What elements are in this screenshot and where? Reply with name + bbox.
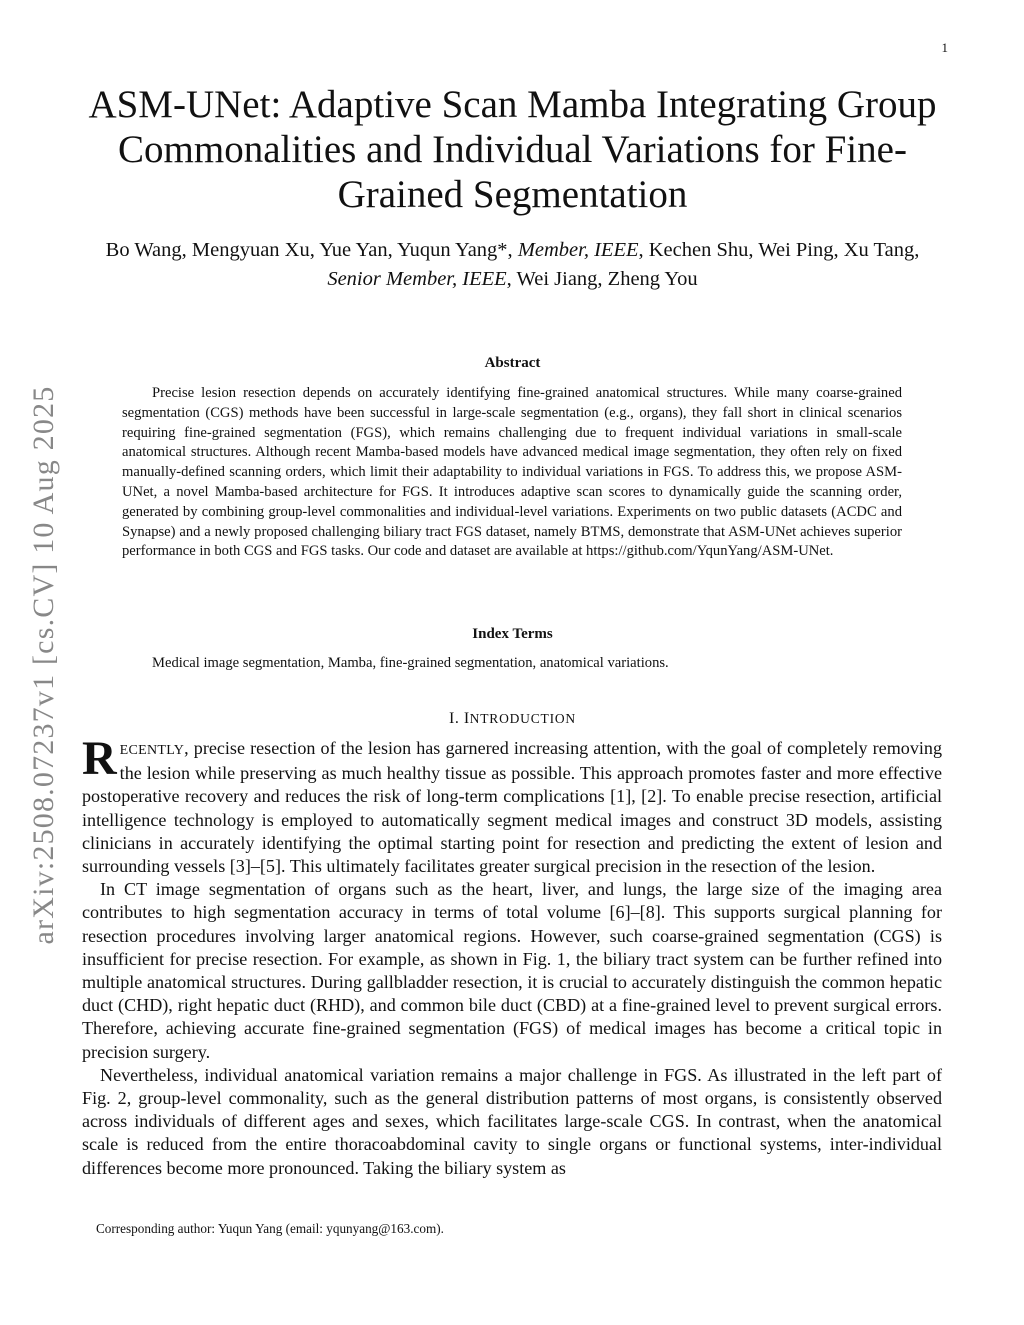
author-role-senior-member: Senior Member, IEEE [327, 268, 507, 290]
index-terms-text: Medical image segmentation, Mamba, fine-grained segmentation, anatomical variations. [152, 655, 669, 671]
author-role-member: Member, IEEE [517, 239, 639, 261]
drop-cap-letter: R [82, 732, 117, 785]
corresponding-author-footnote: Corresponding author: Yuqun Yang (email: yqunyang@163.com). [96, 1221, 444, 1236]
index-terms-heading: Index Terms [472, 626, 553, 642]
intro-paragraph-1 [82, 732, 942, 878]
introduction-body [82, 732, 942, 1180]
intro-paragraph-1-text: , precise resection of the lesion has garnered increasing attention, with the goal of completely removing the lesion while preserving as much healthy tissue as possible. This approach promotes faster and more effective postoperative recovery and reduces the risk of long-term complications [1], [2]. To enable precise resection, artificial intelligence technology is employed to automatically segment medical images and construct 3D models, assisting clinicians in accurately identifying the optimal starting point for resection and predicting the extent of lesion and surrounding vessels [3]–[5]. This ultimately facilitates greater surgical precision in the resection of the lesion. [82, 738, 942, 877]
intro-paragraph-2: In CT image segmentation of organs such as the heart, liver, and lungs, the large size of the imaging area contributes to high segmentation accuracy in terms of total volume [6]–[8]. This supports surgical planning for resection procedures involving larger anatomical regions. However, such coarse-grained segmentation (CGS) is insufficient for precise resection. For example, as shown in Fig. 1, the biliary tract system can be further refined into multiple anatomical structures. During gallbladder resection, it is crucial to accurately distinguish the common hepatic duct (CHD), right hepatic duct (RHD), and common bile duct (CBD) at a fine-grained level to prevent surgical errors. Therefore, achieving accurate fine-grained segmentation (FGS) of medical images has become a critical topic in precision surgery. [82, 879, 942, 1062]
intro-paragraph-3: Nevertheless, individual anatomical variation remains a major challenge in FGS. As illustrated in the left part of Fig. 2, group-level commonality, such as the general distribution patterns of most organs, is consistently observed across individuals of different ages and sexes, which facilitates large-scale CGS. In contrast, when the anatomical scale is reduced from the entire thoracoabdominal cavity to single organs or functional systems, inter-individual differences become more pronounced. Taking the biliary system as [82, 1064, 942, 1178]
drop-cap-word-rest: ECENTLY [119, 743, 185, 758]
section-heading-introduction [100, 710, 925, 728]
authors-part-1: Bo Wang, Mengyuan Xu, Yue Yan, Yuqun Yang*, [105, 239, 518, 261]
section-title-rest: NTRODUCTION [469, 711, 576, 726]
authors-part-3: , Wei Jiang, Zheng You [506, 268, 698, 290]
paper-title: ASM-UNet: Adaptive Scan Mamba Integrating Group Commonalities and Individual Variations for Fine-Grained Segmentation [88, 83, 937, 216]
abstract-text: Precise lesion resection depends on accurately identifying fine-grained anatomical structures. While many coarse-grained segmentation (CGS) methods have been successful in large-scale segmentation (e.g., organs), they fall short in clinical scenarios requiring fine-grained segmentation (FGS), which remains challenging due to frequent individual variations in small-scale anatomical structures. Although recent Mamba-based models have advanced medical image segmentation, they often rely on fixed manually-defined scanning orders, which limit their adaptability to individual variations in FGS. To address this, we propose ASM-UNet, a novel Mamba-based architecture for FGS. It introduces adaptive scan scores to dynamically guide the scanning order, generated by combining group-level commonalities and individual-level variations. Experiments on two public datasets (ACDC and Synapse) and a newly proposed challenging biliary tract FGS dataset, namely BTMS, demonstrate that ASM-UNet achieves superior performance in both CGS and FGS tasks. Our code and dataset are available at https://github.com/YqunYang/ASM-UNet. [122, 385, 902, 560]
section-number: I. [449, 710, 464, 727]
authors-part-2: , Kechen Shu, Wei Ping, Xu Tang, [638, 239, 920, 261]
section-initial: I [463, 710, 470, 727]
arxiv-identifier: arXiv:2508.07237v1 [cs.CV] 10 Aug 2025 [27, 385, 60, 945]
page-number: 1 [941, 40, 948, 55]
abstract-heading: Abstract [484, 355, 541, 371]
author-list [100, 236, 925, 294]
